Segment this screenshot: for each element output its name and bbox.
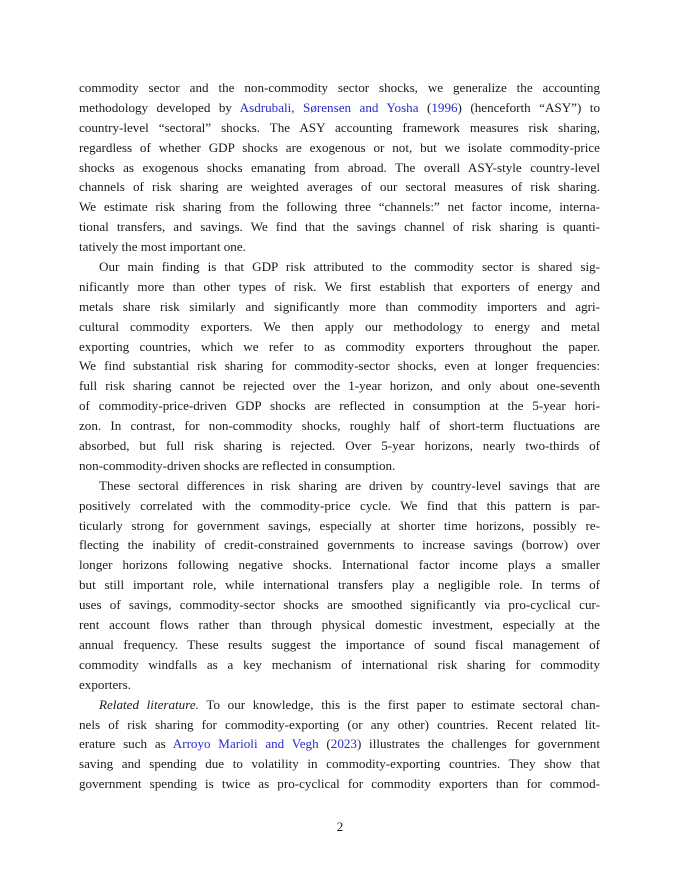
text-run: metals share risk similarly and significantly more than commodity importers and agri- <box>79 298 600 314</box>
text-line <box>79 376 600 396</box>
text-run: nels of risk sharing for commodity-exporting (or any other) countries. Recent related lit- <box>79 716 600 732</box>
paragraph <box>79 476 600 695</box>
text-line <box>79 297 600 317</box>
text-run: ) (henceforth “ASY”) to <box>457 99 600 115</box>
text-run: ( <box>318 736 331 752</box>
text-line <box>79 177 600 197</box>
text-line <box>79 98 600 118</box>
text-line <box>79 675 600 695</box>
text-line <box>79 317 600 337</box>
text-run: erature such as <box>79 736 173 752</box>
text-run: regardless of whether GDP shocks are exogenous or not, but we isolate commodity-price <box>79 139 600 155</box>
page-number: 2 <box>336 819 344 834</box>
text-line <box>79 197 600 217</box>
text-line <box>79 535 600 555</box>
text-run: flecting the inability of credit-constrained governments to increase savings (borrow) over <box>79 537 600 553</box>
text-run: but still important role, while international transfers play a negligible role. In terms of <box>79 577 600 593</box>
text-line <box>79 595 600 615</box>
text-line <box>79 615 600 635</box>
text-run: channels of risk sharing are weighted averages of our sectoral measures of risk sharing. <box>79 179 600 195</box>
text-line <box>79 655 600 675</box>
text-run: of commodity-price-driven GDP shocks are reflected in consumption at the 5-year hori- <box>79 398 600 414</box>
text-run: absorbed, but full risk sharing is rejected. Over 5-year horizons, nearly two-thirds of <box>79 438 600 454</box>
text-line <box>79 257 600 277</box>
text-run: positively correlated with the commodity-price cycle. We find that this pattern is par- <box>79 497 600 513</box>
text-run: ) illustrates the challenges for government <box>356 736 600 752</box>
text-run: government spending is twice as pro-cyclical for commodity exporters than for commod- <box>79 776 600 792</box>
text-run: cultural commodity exporters. We then apply our methodology to energy and metal <box>79 318 600 334</box>
paragraph <box>79 78 600 257</box>
text-line <box>79 635 600 655</box>
text-run: zon. In contrast, for non-commodity shocks, roughly half of short-term fluctuations are <box>79 418 600 434</box>
text-line <box>79 118 600 138</box>
text-run: non-commodity-driven shocks are reflected in consumption. <box>79 457 396 473</box>
text-line <box>79 476 600 496</box>
citation-link[interactable]: Arroyo Marioli and Vegh <box>172 736 319 752</box>
text-line <box>79 78 600 98</box>
paragraph <box>79 695 600 794</box>
text-run: commodity windfalls as a key mechanism of international risk sharing for commodity <box>79 656 600 672</box>
text-run: ( <box>418 99 432 115</box>
text-line <box>79 237 600 257</box>
text-run: We estimate risk sharing from the following three “channels:” net factor income, interna- <box>79 199 600 215</box>
text-run: exporters. <box>79 676 131 692</box>
citation-link[interactable]: 2023 <box>330 736 357 752</box>
text-line <box>79 555 600 575</box>
text-run: These sectoral differences in risk sharing are driven by country-level savings that are <box>99 477 600 493</box>
text-line <box>79 436 600 456</box>
text-run: rent account flows rather than through physical domestic investment, especially at the <box>79 617 600 633</box>
text-run: methodology developed by <box>79 99 240 115</box>
text-line <box>79 217 600 237</box>
text-line <box>79 396 600 416</box>
text-run: saving and spending due to volatility in commodity-exporting countries. They show that <box>79 756 600 772</box>
text-line <box>79 416 600 436</box>
text-run: commodity sector and the non-commodity sector shocks, we generalize the accounting <box>79 80 600 95</box>
text-run: tatively the most important one. <box>79 239 246 255</box>
text-run: uses of savings, commodity-sector shocks are smoothed significantly via pro-cyclical cur- <box>79 597 600 613</box>
text-run: Our main finding is that GDP risk attributed to the commodity sector is shared sig- <box>99 259 600 275</box>
text-run: annual frequency. These results suggest the importance of sound fiscal management of <box>79 636 600 652</box>
citation-link[interactable]: Asdrubali, Sørensen and Yosha <box>239 99 419 115</box>
text-line <box>79 277 600 297</box>
text-run: country-level “sectoral” shocks. The ASY accounting framework measures risk sharing, <box>79 119 600 135</box>
text-run: shocks as exogenous shocks emanating from abroad. The overall ASY-style country-level <box>79 159 600 175</box>
paragraph <box>79 257 600 476</box>
text-run: longer horizons following negative shocks. International factor income plays a smaller <box>79 557 600 573</box>
text-line <box>79 734 600 754</box>
text-run: To our knowledge, this is the first paper to estimate sectoral chan- <box>198 696 601 712</box>
text-line <box>79 356 600 376</box>
text-line <box>79 575 600 595</box>
text-line <box>79 456 600 476</box>
text-run: nificantly more than other types of risk. We first establish that exporters of energy and <box>79 278 600 294</box>
text-run: We find substantial risk sharing for commodity-sector shocks, even at longer frequencies: <box>79 358 600 374</box>
text-line <box>79 138 600 158</box>
text-run: tional transfers, and savings. We find that the savings channel of risk sharing is quanti- <box>79 219 600 235</box>
text-run: full risk sharing cannot be rejected over the 1-year horizon, and only about one-seventh <box>79 378 600 394</box>
text-line <box>79 754 600 774</box>
text-line <box>79 337 600 357</box>
text-line <box>79 158 600 178</box>
text-line <box>79 496 600 516</box>
italic-heading: Related literature. <box>99 696 199 712</box>
text-run: exporting countries, which we refer to as commodity exporters throughout the paper. <box>79 338 600 354</box>
text-run: ticularly strong for government savings, especially at shorter time horizons, possibly re- <box>79 517 600 533</box>
text-line <box>79 715 600 735</box>
citation-link[interactable]: 1996 <box>431 99 458 115</box>
text-line <box>79 774 600 794</box>
text-line <box>79 695 600 715</box>
text-line <box>79 516 600 536</box>
paper-body <box>79 78 600 794</box>
